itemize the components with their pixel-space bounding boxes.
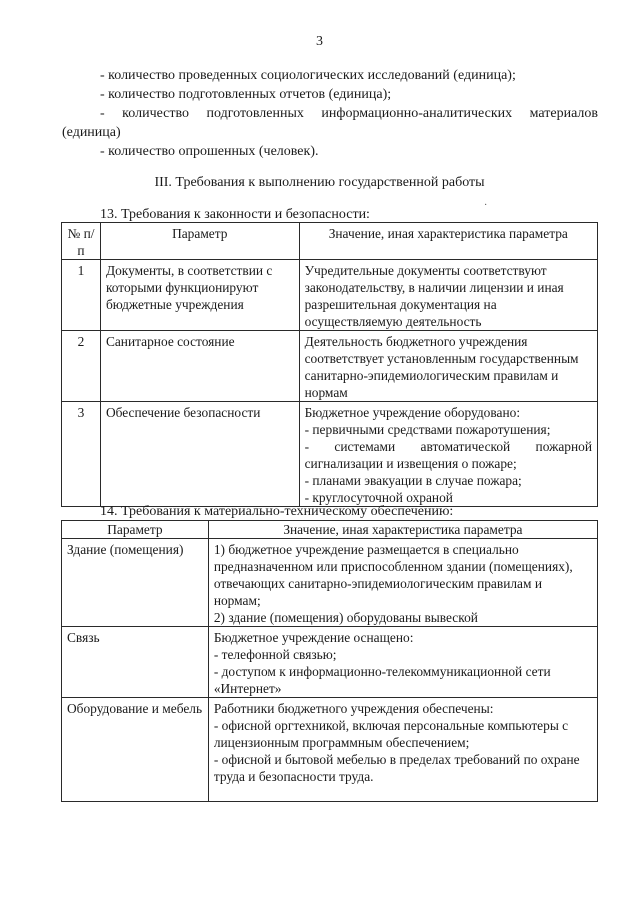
- table-row: [62, 539, 598, 627]
- row-value: [208, 627, 597, 698]
- table-14-material-support: [61, 520, 598, 802]
- table-row: [62, 698, 598, 802]
- list-item: - количество подготовленных информационно-аналитических материалов: [100, 106, 598, 121]
- value-line: 1) бюджетное учреждение размещается в специально предназначенном или приспособленном здании (помещениях), отвечающих санитарно-эпидемиологическим правилам и нормам;: [213, 542, 573, 608]
- table-header-row: [62, 223, 598, 260]
- value-line: - первичными средствами пожаротушения;: [304, 422, 551, 437]
- table-row: [62, 260, 598, 331]
- row-value: [299, 260, 597, 331]
- row-param: Здание (помещения): [62, 539, 209, 627]
- row-value: [299, 331, 597, 402]
- value-line: сигнализации и извещения о пожаре;: [304, 456, 517, 471]
- header-param: Параметр: [62, 521, 209, 539]
- value-line: Учредительные документы соответствуют законодательству, в наличии лицензии и иная разрешительная документация на осуществляемую деятельность: [304, 263, 564, 329]
- table-row: [62, 627, 598, 698]
- row-param: Связь: [62, 627, 209, 698]
- value-line: - системами автоматической пожарной: [304, 439, 592, 454]
- value-line: - доступом к информационно-телекоммуникационной сети «Интернет»: [213, 664, 551, 696]
- list-item: - количество подготовленных отчетов (единица);: [100, 87, 392, 102]
- table-row: [62, 331, 598, 402]
- value-line: - офисной и бытовой мебелью в пределах требований по охране труда и безопасности труда.: [213, 752, 580, 784]
- list-item: - количество опрошенных (человек).: [100, 144, 319, 159]
- value-line: - планами эвакуации в случае пожара;: [304, 473, 522, 488]
- row-param: Санитарное состояние: [100, 331, 299, 402]
- section-title: III. Требования к выполнению государственной работы: [154, 175, 485, 190]
- page-number: 3: [316, 34, 323, 49]
- row-value: [208, 698, 597, 802]
- top-list: [62, 66, 598, 161]
- scan-speck: ·: [484, 200, 488, 211]
- list-item-continuation: (единица): [62, 125, 121, 140]
- value-line: Деятельность бюджетного учреждения соответствует установленным государственным санитарно-эпидемиологическим правилам и нормам: [304, 334, 579, 400]
- value-line: Работники бюджетного учреждения обеспечены:: [213, 701, 494, 716]
- row-value: [299, 402, 597, 507]
- header-value: Значение, иная характеристика параметра: [208, 521, 597, 539]
- header-param: Параметр: [100, 223, 299, 260]
- value-line: Бюджетное учреждение оборудовано:: [304, 405, 521, 420]
- header-value: Значение, иная характеристика параметра: [299, 223, 597, 260]
- value-line: Бюджетное учреждение оснащено:: [213, 630, 414, 645]
- header-num: № п/п: [62, 223, 101, 260]
- list-item: - количество проведенных социологических исследований (единица);: [100, 68, 516, 83]
- row-num: 2: [62, 331, 101, 402]
- value-line: - офисной оргтехникой, включая персональные компьютеры с лицензионным программным обеспечением;: [213, 718, 569, 750]
- row-param: Обеспечение безопасности: [100, 402, 299, 507]
- row-value: [208, 539, 597, 627]
- table-14-caption: 14. Требования к материально-техническому обеспечению:: [100, 504, 454, 519]
- table-13-caption: 13. Требования к законности и безопасности:: [100, 207, 370, 222]
- value-line: - круглосуточной охраной: [304, 490, 453, 505]
- row-param: Оборудование и мебель: [62, 698, 209, 802]
- value-line: 2) здание (помещения) оборудованы вывеской: [213, 610, 478, 625]
- row-num: 1: [62, 260, 101, 331]
- value-line: - телефонной связью;: [213, 647, 337, 662]
- table-header-row: [62, 521, 598, 539]
- table-row: [62, 402, 598, 507]
- row-num: 3: [62, 402, 101, 507]
- table-13-legality-safety: [61, 222, 598, 507]
- row-param: Документы, в соответствии с которыми функционируют бюджетные учреждения: [100, 260, 299, 331]
